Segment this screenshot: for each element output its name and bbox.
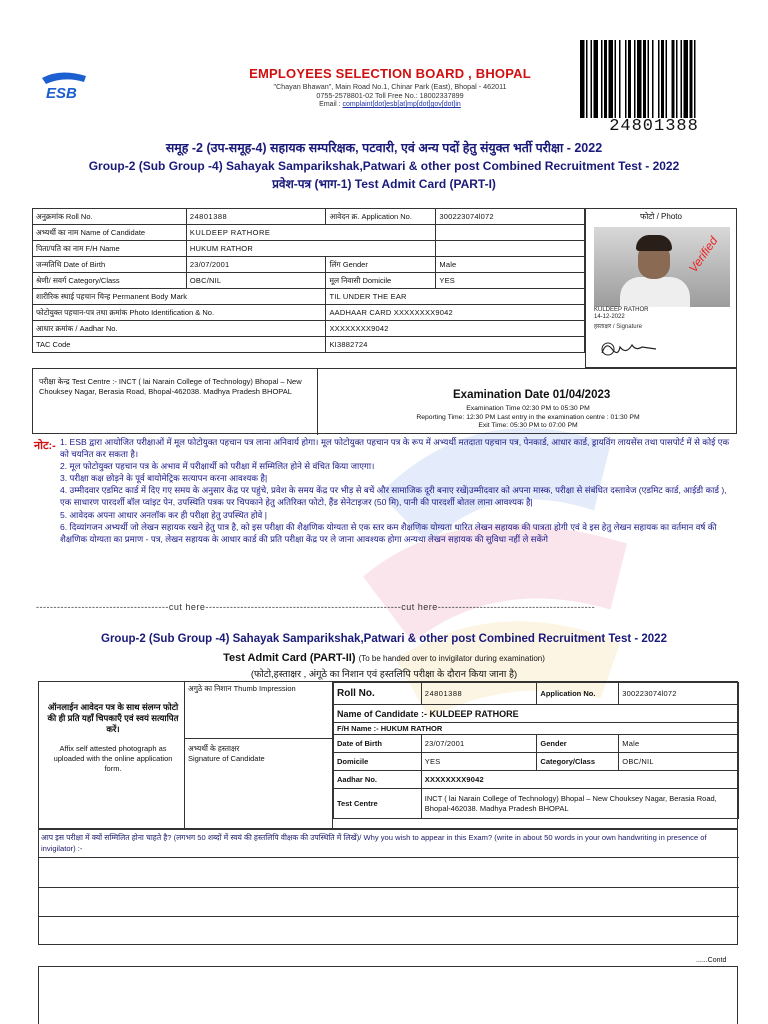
candidate-signature-label — [188, 744, 265, 764]
aadhar-label: आधार क्रमांक / Aadhar No. — [33, 321, 326, 337]
p2-aadhar-value: XXXXXXXX9042 — [421, 771, 738, 789]
thumb-impression-label: अगुठे का निशान Thumb Impression — [188, 684, 296, 693]
part2-hindi-note: (फोटो,हस्ताक्षर , अंगूठे का निशान एवं हस्तलिपि परीक्षा के दौरान किया जाना है) — [250, 669, 518, 680]
reporting-time: Reporting Time: 12:30 PM Last entry in the examination centre : 01:30 PM — [416, 413, 640, 421]
table-row — [33, 273, 585, 289]
barcode-bar — [619, 40, 621, 118]
tac-label: TAC Code — [33, 337, 326, 353]
table-row — [334, 753, 739, 771]
email-line — [230, 100, 550, 109]
barcode-bar — [661, 40, 664, 118]
continued-label: ......Contd — [696, 957, 727, 964]
note-item: 5. आवेदक अपना आधार अनलॉक कर ही परीक्षा हेतु उपस्थित होवे | — [60, 509, 267, 520]
p2-centre-value: INCT ( lai Narain College of Technology) Bhopal – New Chouksey Nagar, Berasia Road, Bhopal-462038. Madhya Pradesh BHOPAL — [421, 789, 738, 819]
barcode-bar — [637, 40, 642, 118]
barcode-bar — [634, 40, 636, 118]
exam-title-hindi: समूह -2 (उप-समूह-4) सहायक सम्परिक्षक, पटवारी, एवं अन्य पदों हेतु संयुक्त भर्ती परीक्षा - 2022 — [165, 141, 603, 155]
notes-label: नोट:- — [34, 440, 56, 452]
table-row — [33, 305, 585, 321]
note-item: 2. मूल फोटोयुक्त पहचान पत्र के अभाव में परीक्षार्थी को परीक्षा में सम्मिलित होने से वंचित किया जाएगा। — [60, 461, 375, 472]
why-appear-box — [38, 829, 738, 945]
affix-photo-english: Affix self attested photograph as uploaded with the online application form. — [53, 744, 173, 773]
p2-roll-label: Roll No. — [334, 683, 422, 705]
writing-line — [39, 887, 739, 888]
barcode-bar — [615, 40, 617, 118]
note-item: 3. परीक्षा कक्ष छोड़ने के पूर्व बायोमेट्रिक सत्यापन करना आवश्यक है| — [60, 473, 268, 484]
table-row — [334, 705, 739, 723]
signature-label-english: Signature of Candidate — [188, 754, 265, 763]
name-value: KULDEEP RATHORE — [186, 225, 436, 241]
barcode-bar — [601, 40, 603, 118]
barcode-bar — [690, 40, 693, 118]
barcode-bar — [666, 40, 668, 118]
exam-date-label: Examination Date — [453, 389, 550, 401]
cut-line: --------------------------------------cut here--------------------------------------------------------cut here--------------------------------------------- — [36, 602, 596, 612]
barcode-bar — [586, 40, 588, 118]
note-item: 6. दिव्यांगजन अभ्यर्थी जो लेखन सहायक रखने हेतु पात्र है, को इस परीक्षा की शैक्षणिक योग्यता से एक स्तर कम शैक्षणिक योग्यता धारित लेखन सहायक की पात्रता होगी एवं वे इस हेतु लेखन सहायक का वर्तमान वर्ष की शैक्षणिक योग्यता का प्रमाण - पत्र, लेखन सहायक के आधार कार्ड की प्रति परीक्षा केंद्र पर ले जाना आवश्यक होगा अन्यथा लेखन सहायक की सुविधा नहीं ले सकेंगे — [60, 521, 717, 544]
address-line: "Chayan Bhawan", Main Road No.1, Chinar Park (East), Bhopal - 462011 — [273, 82, 507, 91]
p2-gender-value: Male — [619, 735, 739, 753]
table-row — [33, 241, 585, 257]
exam-time: Examination Time 02:30 PM to 05:30 PM — [466, 405, 590, 412]
test-centre-text: परीक्षा केन्द्र Test Centre :- INCT ( lai Narain College of Technology) Bhopal – New Chouksey Nagar, Berasia Road, Bhopal-462038. Madhya Pradesh BHOPAL — [39, 377, 302, 396]
p2-fh-name: F/H Name :- HUKUM RATHOR — [334, 723, 739, 735]
application-value: 300223074l072 — [436, 209, 585, 225]
p2-gender-label: Gender — [537, 735, 619, 753]
roll-label: अनुक्रमांक Roll No. — [33, 209, 187, 225]
domicile-label: मूल निवासी Domicile — [326, 273, 436, 289]
table-row — [33, 257, 585, 273]
signature-label-hindi: अभ्यर्थी के हस्ताक्षर — [188, 744, 240, 753]
barcode — [578, 40, 730, 118]
barcode-bar — [604, 40, 607, 118]
writing-line — [39, 916, 739, 917]
barcode-bar — [609, 40, 614, 118]
barcode-bar — [594, 40, 599, 118]
email-label: Email : — [319, 101, 341, 108]
body-mark-value: TIL UNDER THE EAR — [326, 289, 585, 305]
body-mark-label: शारीरिक स्थाई पहचान चिन्ह Permanent Body Mark — [33, 289, 326, 305]
part2-details — [333, 682, 739, 819]
p2-category-value: OBC/NIL — [619, 753, 739, 771]
gender-label: लिंग Gender — [326, 257, 436, 273]
part2-table — [38, 681, 738, 829]
exit-time: Exit Time: 05:30 PM to 07:00 PM — [478, 422, 578, 429]
roll-value: 24801388 — [186, 209, 326, 225]
barcode-bar — [643, 40, 646, 118]
exam-date-value: 01/04/2023 — [552, 389, 611, 401]
barcode-bar — [648, 40, 650, 118]
table-row — [33, 337, 585, 353]
p2-domicile-label: Domicile — [334, 753, 422, 771]
part2-card-title-text: Test Admit Card (PART-II) — [223, 652, 356, 664]
board-name: EMPLOYEES SELECTION BOARD , BHOPAL — [249, 66, 531, 81]
logo-text: ESB — [46, 85, 77, 102]
table-row — [33, 225, 585, 241]
dob-value: 23/07/2001 — [186, 257, 326, 273]
photo-caption-date: 14-12-2022 — [594, 314, 625, 320]
barcode-bar — [676, 40, 678, 118]
part2-title: Group-2 (Sub Group -4) Sahayak Samparikshak,Patwari & other post Combined Recruitment Test - 2022 — [101, 633, 667, 645]
thumb-signature-area — [185, 682, 333, 830]
candidate-signature — [596, 335, 716, 361]
barcode-bar — [694, 40, 696, 118]
p2-dob-label: Date of Birth — [334, 735, 422, 753]
photo-affix-area — [39, 682, 185, 830]
exam-centre-box — [32, 368, 737, 434]
barcode-bar — [591, 40, 593, 118]
table-row — [334, 683, 739, 705]
fh-name-value: HUKUM RATHOR — [186, 241, 436, 257]
barcode-bar — [684, 40, 689, 118]
candidate-details-table — [32, 208, 585, 353]
photo-header: फोटो / Photo — [640, 212, 682, 221]
name-label: अभ्यर्थी का नाम Name of Candidate — [33, 225, 187, 241]
p2-application-label: Application No. — [537, 683, 619, 705]
table-row — [334, 735, 739, 753]
exam-date — [453, 389, 610, 401]
barcode-number: 24801388 — [609, 117, 699, 136]
email-link[interactable]: complaint[dot]esb[at]mp[dot]gov[dot]in — [342, 101, 461, 108]
barcode-bar — [672, 40, 675, 118]
p2-category-label: Category/Class — [537, 753, 619, 771]
table-row — [334, 789, 739, 819]
p2-name: Name of Candidate :- KULDEEP RATHORE — [334, 705, 739, 723]
admit-card-title: प्रवेश-पत्र (भाग-1) Test Admit Card (PART-I) — [272, 177, 496, 191]
continuation-box — [38, 966, 738, 1024]
affix-photo-hindi: ऑनलाईन आवेदन पत्र के साथ संलग्न फोटो की ही प्रति यहाँ चिपकाएँ एवं स्वयं सत्यापित करें। — [47, 702, 179, 734]
table-row — [334, 723, 739, 735]
application-label: आवेदन क्र. Application No. — [326, 209, 436, 225]
dob-label: जन्मतिथि Date of Birth — [33, 257, 187, 273]
p2-roll-value: 24801388 — [421, 683, 537, 705]
board-address — [230, 82, 550, 109]
table-row — [33, 209, 585, 225]
part2-card-note: (To be handed over to invigilator during examination) — [358, 654, 545, 663]
category-label: श्रेणी/ सवर्ग Category/Class — [33, 273, 187, 289]
phone-line: 0755-2578801-02 Toll Free No.: 18002337899 — [316, 91, 464, 100]
p2-aadhar-label: Aadhar No. — [334, 771, 422, 789]
exam-timings — [323, 405, 733, 431]
gender-value: Male — [436, 257, 585, 273]
table-row — [33, 289, 585, 305]
note-item: 1. ESB द्वारा आयोजित परीक्षाओं में मूल फोटोयुक्त पहचान पत्र लाना अनिवार्य होगा। मूल फोटोयुक्त पहचान पत्र के रूप में अभ्यर्थी मतदाता पहचान पत्र, पेनकार्ड, आधार कार्ड, ड्रायविंग लायसेंस तथा पासपोर्ट में से कोई एक को चयनित कर सकता है। — [60, 437, 730, 460]
esb-logo — [40, 70, 88, 102]
part2-card-title — [0, 652, 768, 664]
p2-dob-value: 23/07/2001 — [421, 735, 537, 753]
exam-title-english: Group-2 (Sub Group -4) Sahayak Samparikshak,Patwari & other post Combined Recruitment Test - 2022 — [88, 159, 680, 173]
domicile-value: YES — [436, 273, 585, 289]
p2-application-value: 300223074l072 — [619, 683, 739, 705]
barcode-bar — [658, 40, 660, 118]
barcode-bar — [681, 40, 683, 118]
fh-name-label: पिता/पति का नाम F/H Name — [33, 241, 187, 257]
photo-box — [585, 208, 737, 368]
verified-stamp: Verified — [686, 234, 721, 276]
barcode-bar — [628, 40, 631, 118]
note-item: 4. उम्मीदवार एडमिट कार्ड में दिए गए समय के अनुसार केंद्र पर पहुंचे, प्रवेश के समय केंद्र पर भीड़ से बचें और सामाजिक दूरी बनाए रखें|उम्मीदवार को अपना मास्क, परीक्षा से संबंधित दस्तावेज (एडमिट कार्ड, आईडी कार्ड ), एक साधारण पारदर्शी बॉल प्वांइट पेन, उपस्थिति पत्रक पर चिपकाने हेतु अतिरिक्त फोटो, हैंड सेनेटाइजर (50 मि), पानी की पारदर्शी बोतल लाना आवश्यक है| — [60, 485, 727, 508]
aadhar-value: XXXXXXXX9042 — [326, 321, 585, 337]
signature-label: हस्ताक्षर / Signature — [594, 324, 642, 330]
table-row — [334, 771, 739, 789]
p2-centre-label: Test Centre — [334, 789, 422, 819]
barcode-bar — [625, 40, 627, 118]
p2-domicile-value: YES — [421, 753, 537, 771]
photo-id-label: फोटोयुक्त पहचान-पत्र तथा क्रमांक Photo Identification & No. — [33, 305, 326, 321]
photo-id-value: AADHAAR CARD XXXXXXXX9042 — [326, 305, 585, 321]
candidate-photo — [594, 227, 730, 307]
category-value: OBC/NIL — [186, 273, 326, 289]
barcode-bar — [580, 40, 585, 118]
table-row — [33, 321, 585, 337]
photo-caption — [594, 307, 648, 321]
barcode-bar — [652, 40, 654, 118]
why-appear-question: आप इस परीक्षा में क्यों सम्मिलित होना चाहते है? (लगभग 50 शब्दों में स्वयं की हस्तलिपि वीक्षक की उपस्थिति में लिखें)/ Why you wish to appear in this Exam? (write in about 50 words in your own handwriting in presence of invigilator) :- — [41, 833, 707, 853]
writing-line — [39, 857, 739, 858]
photo-caption-name: KULDEEP RATHOR — [594, 307, 649, 313]
tac-value: KI3882724 — [326, 337, 585, 353]
notes-list — [60, 436, 740, 545]
